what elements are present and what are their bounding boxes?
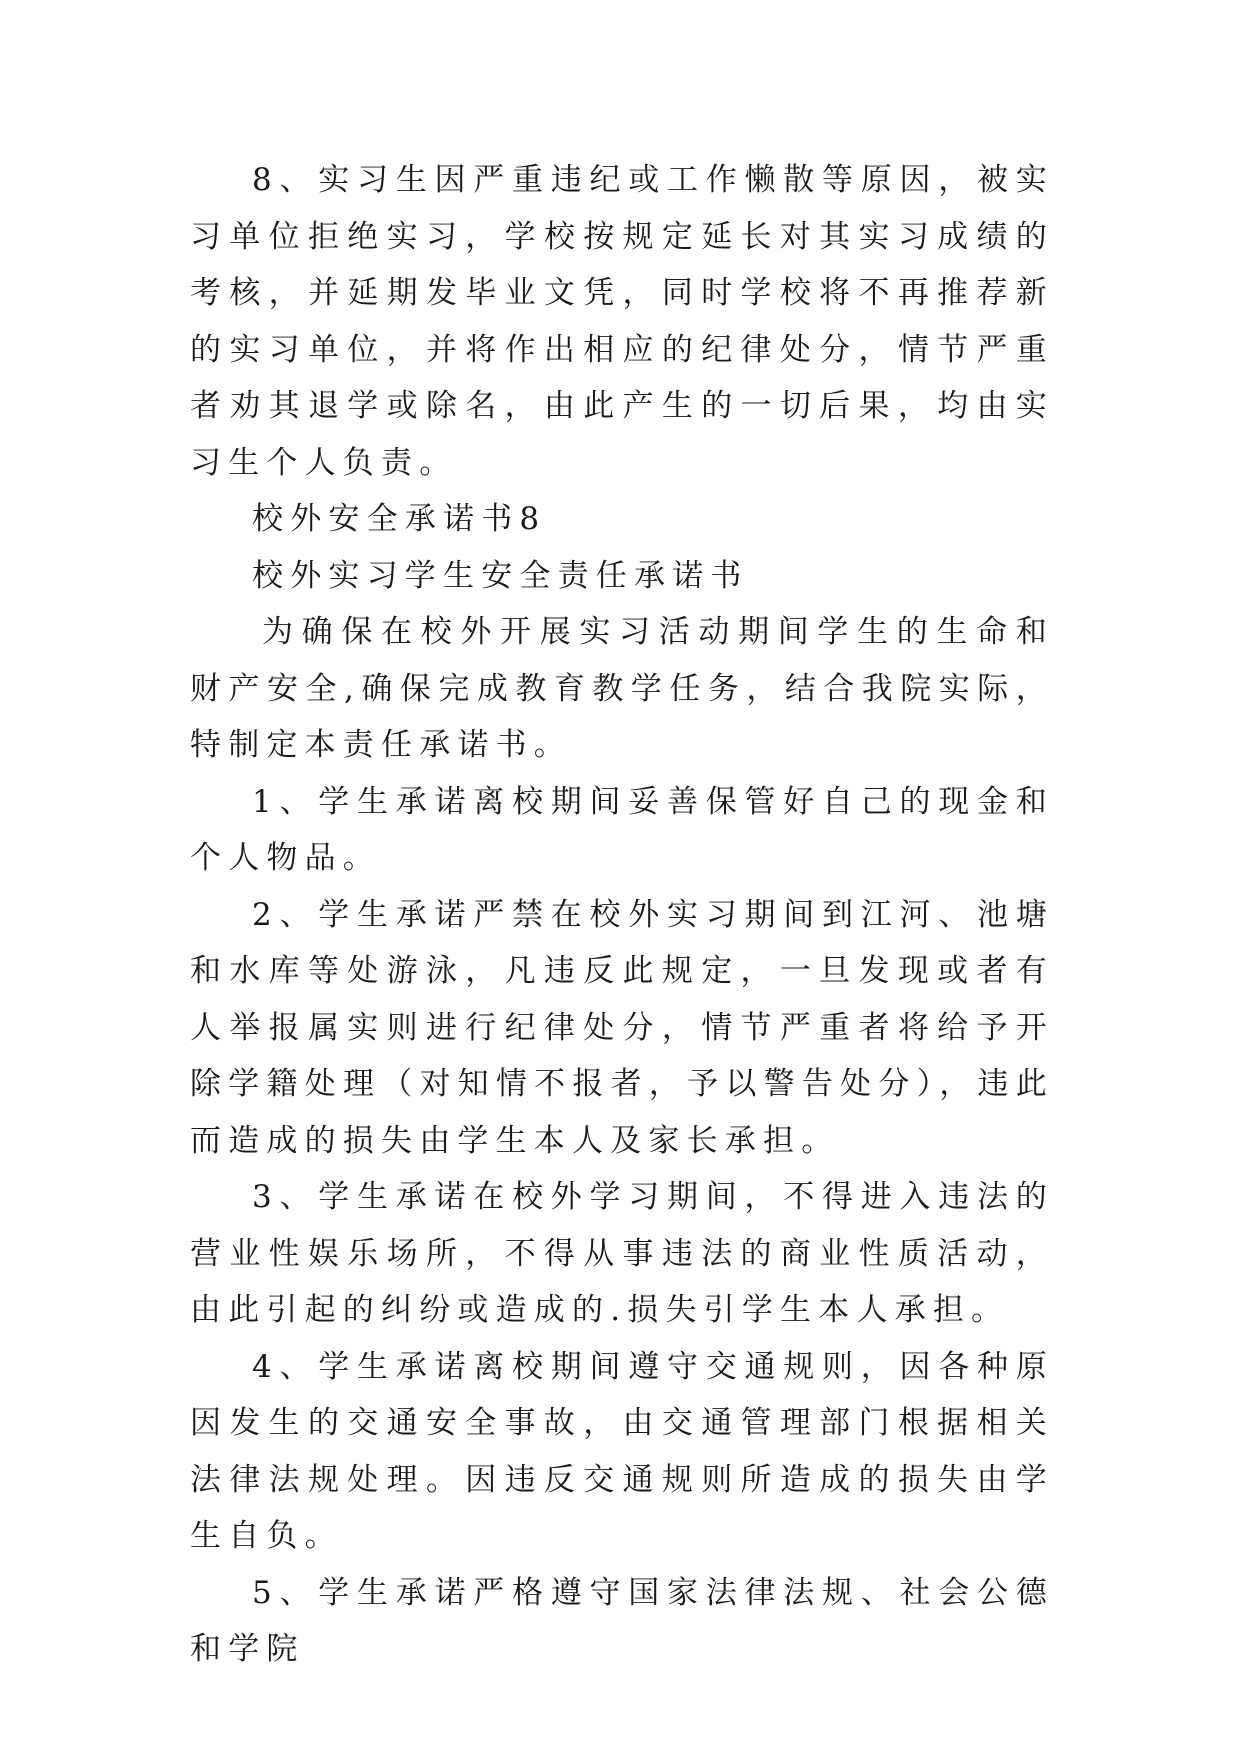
paragraph-item-4: 4、学生承诺离校期间遵守交通规则，因各种原因发生的交通安全事故，由交通管理部门根据相关法律法规处理。因违反交通规则所造成的损失由学生自负。 — [190, 1348, 1054, 1554]
section-title: 校外安全承诺书8 — [252, 501, 547, 537]
paragraph-item-2: 2、学生承诺严禁在校外实习期间到江河、池塘和水库等处游泳，凡违反此规定，一旦发现或者有人举报属实则进行纪律处分，情节严重者将给予开除学籍处理（对知情不报者，予以警告处分），违此而造成的损失由学生本人及家长承担。 — [190, 896, 1054, 1159]
paragraph-item-8: 8、实习生因严重违纪或工作懒散等原因，被实习单位拒绝实习，学校按规定延长对其实习成绩的考核，并延期发毕业文凭，同时学校将不再推荐新的实习单位，并将作出相应的纪律处分，情节严重者劝其退学或除名，由此产生的一切后果，均由实习生个人负责。 — [190, 162, 1054, 481]
paragraph-item-3: 3、学生承诺在校外学习期间，不得进入违法的营业性娱乐场所，不得从事违法的商业性质活动，由此引起的纠纷或造成的.损失引学生本人承担。 — [190, 1179, 1054, 1328]
paragraph-item-5: 5、学生承诺严格遵守国家法律法规、社会公德和学院 — [190, 1574, 1054, 1667]
document-title: 校外实习学生安全责任承诺书 — [252, 557, 749, 594]
intro-paragraph: 为确保在校外开展实习活动期间学生的生命和财产安全,确保完成教育教学任务，结合我院实际，特制定本责任承诺书。 — [190, 614, 1054, 763]
document-page — [190, 152, 1054, 1678]
paragraph-item-1: 1、学生承诺离校期间妥善保管好自己的现金和个人物品。 — [190, 783, 1054, 876]
